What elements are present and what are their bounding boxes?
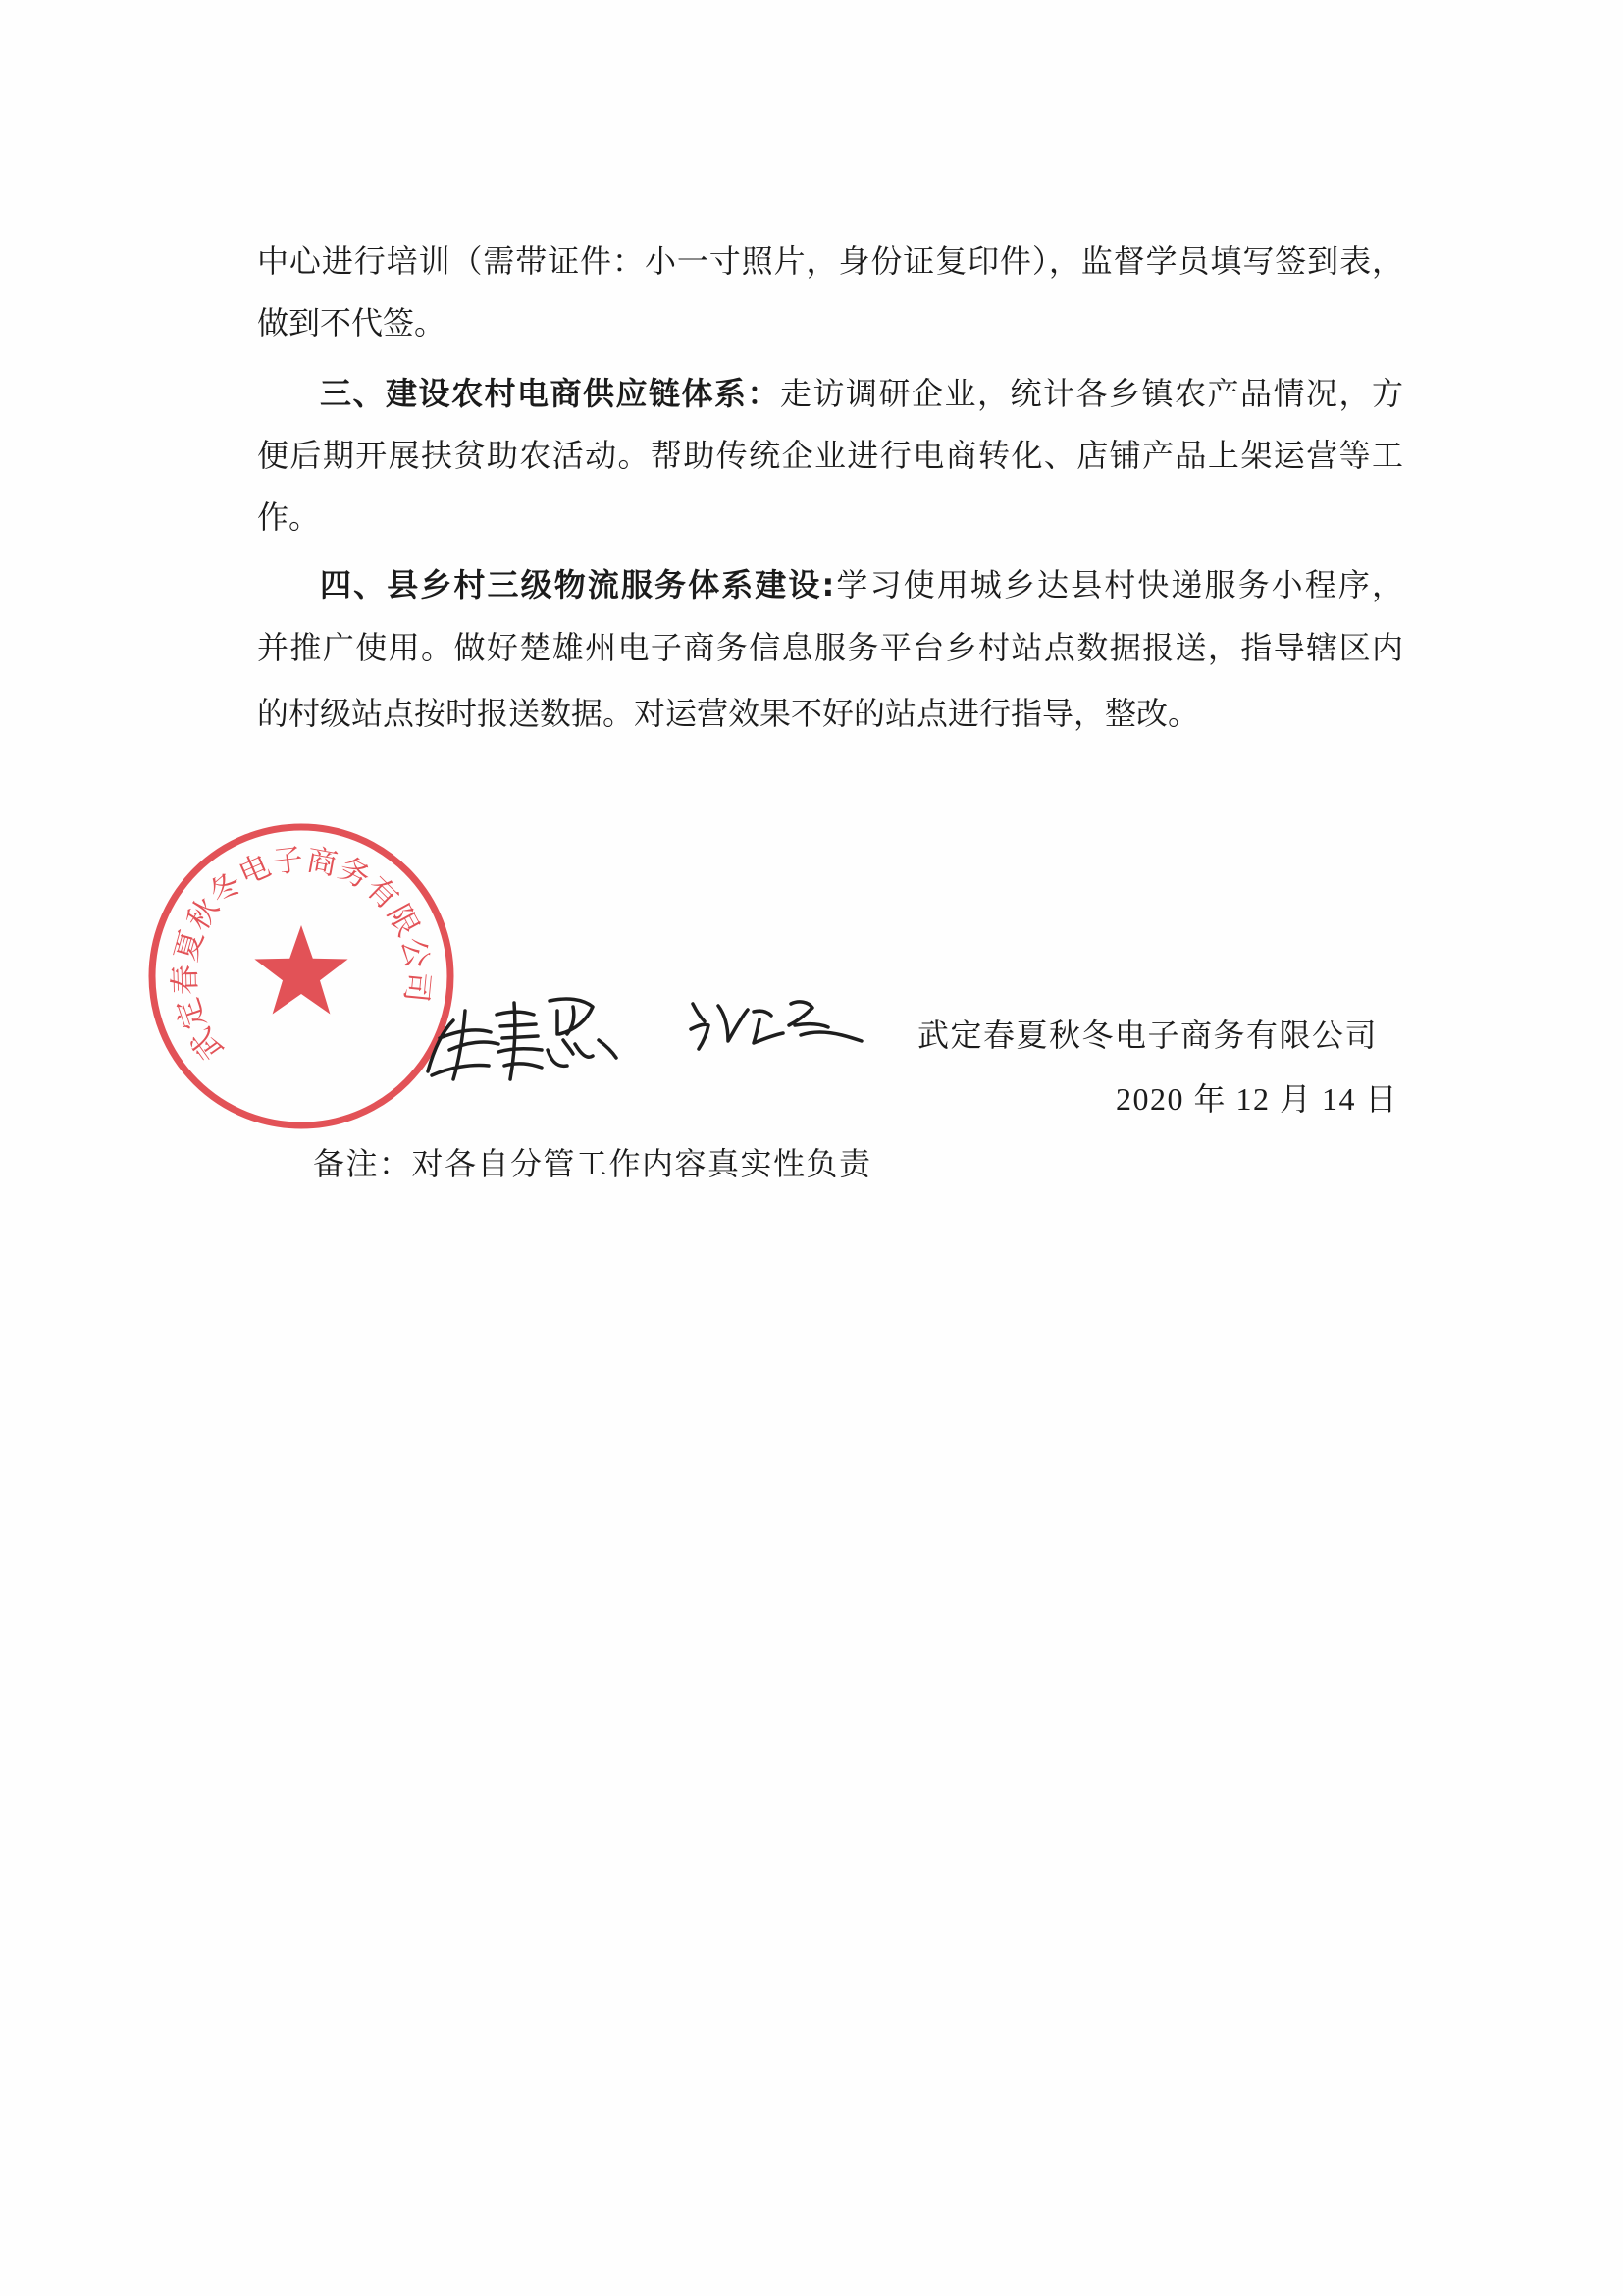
seal-star-icon [254, 925, 347, 1015]
signature-1 [420, 981, 631, 1084]
company-name: 武定春夏秋冬电子商务有限公司 [917, 1017, 1379, 1054]
section-4-heading: 四、县乡村三级物流服务体系建设: [320, 566, 835, 603]
section-4-first-line [320, 563, 1403, 606]
company-seal [144, 819, 458, 1133]
remark-note: 备注：对各自分管工作内容真实性负责 [313, 1145, 872, 1182]
body-line: 便后期开展扶贫助农活动。帮助传统企业进行电商转化、店铺产品上架运营等工 [257, 437, 1403, 474]
section-3-first-line [320, 372, 1403, 415]
document-date: 2020 年 12 月 14 日 [1115, 1081, 1398, 1117]
body-line: 并推广使用。做好楚雄州电子商务信息服务平台乡村站点数据报送，指导辖区内 [257, 629, 1403, 666]
section-4-text: 学习使用城乡达县村快递服务小程序， [834, 566, 1403, 603]
section-3-text: 走访调研企业，统计各乡镇农产品情况，方 [780, 375, 1403, 412]
body-line: 的村级站点按时报送数据。对运营效果不好的站点进行指导，整改。 [257, 695, 1200, 732]
body-line: 作。 [257, 498, 321, 536]
body-line: 中心进行培训（需带证件：小一寸照片，身份证复印件），监督学员填写签到表， [257, 242, 1403, 280]
signature-2 [685, 986, 866, 1057]
section-3-heading: 三、建设农村电商供应链体系： [320, 375, 780, 412]
body-line: 做到不代签。 [257, 304, 446, 341]
seal-text: 武定春夏秋冬电子商务有限公司 [167, 842, 436, 1068]
